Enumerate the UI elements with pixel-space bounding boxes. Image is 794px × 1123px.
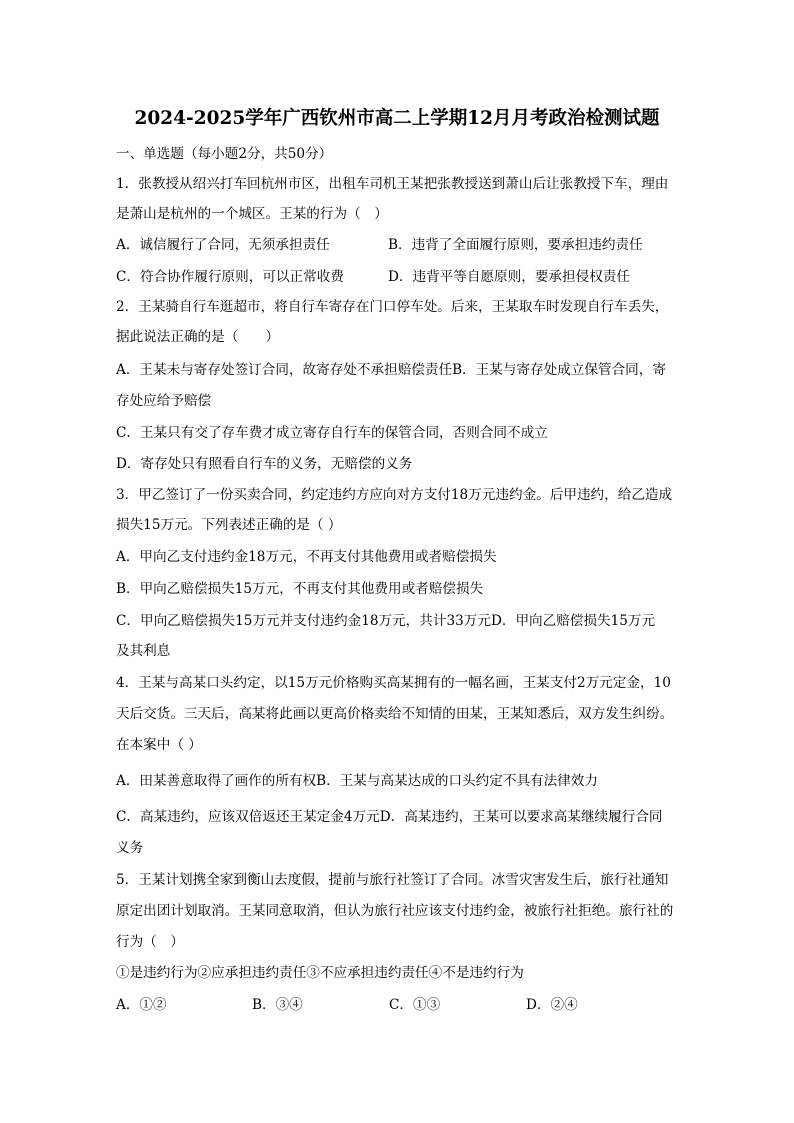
q2-stem-line2: 据此说法正确的是（ ） — [116, 329, 280, 345]
q5-statements: ①是违约行为②应承担违约责任③不应承担违约责任④不是违约行为 — [116, 965, 524, 981]
q2-stem-line1: 2．王某骑自行车逛超市，将自行车寄存在门口停车处。后来，王某取车时发现自行车丢失， — [116, 299, 669, 315]
q5-stem-line3: 行为（ ） — [116, 934, 184, 950]
q4-stem-line1: 4．王某与高某口头约定，以15万元价格购买高某拥有的一幅名画，王某支付2万元定金，10 — [116, 675, 671, 691]
section-heading: 一、单选题（每小题2分，共50分） — [116, 146, 333, 162]
q1-stem-line1: 1．张教授从绍兴打车回杭州市区，出租车司机王某把张教授送到萧山后让张教授下车，理由 — [116, 176, 669, 192]
q3-stem-line2: 损失15万元。下列表述正确的是（ ） — [116, 517, 342, 533]
q2-option-d: D．寄存处只有照看自行车的义务，无赔偿的义务 — [116, 456, 413, 472]
q3-option-d-cont: 及其利息 — [116, 643, 171, 659]
q2-option-c: C．王某只有交了存车费才成立寄存自行车的保管合同，否则合同不成立 — [116, 425, 548, 441]
q2-option-line3: A．王某未与寄存处签订合同，故寄存处不承担赔偿责任B．王某与寄存处成立保管合同，寄 — [116, 362, 666, 378]
q5-option-a: A．①② — [116, 997, 167, 1013]
q4-option-d-cont: 义务 — [116, 840, 144, 856]
q4-stem-line2: 天后交货。三天后，高某将此画以更高价格卖给不知情的田某，王某知悉后，双方发生纠纷。 — [116, 706, 674, 722]
q1-stem-line2: 是萧山是杭州的一个城区。王某的行为（ ） — [116, 206, 388, 222]
q4-option-ab: A．田某善意取得了画作的所有权B．王某与高某达成的口头约定不具有法律效力 — [116, 773, 598, 789]
q2-option-line4: 存处应给予赔偿 — [116, 393, 212, 409]
q3-option-b: B．甲向乙赔偿损失15万元，不再支付其他费用或者赔偿损失 — [116, 581, 484, 597]
q5-option-d: D．②④ — [526, 997, 578, 1013]
q5-option-c: C．①③ — [389, 997, 441, 1013]
q5-stem-line2: 原定出团计划取消。王某同意取消，但认为旅行社应该支付违约金，被旅行社拒绝。旅行社的 — [116, 903, 674, 919]
q1-option-b: B．违背了全面履行原则，要承担违约责任 — [388, 237, 643, 253]
q4-option-cd: C．高某违约，应该双倍返还王某定金4万元D．高某违约，王某可以要求高某继续履行合同 — [116, 809, 663, 825]
q1-option-d: D．违背平等自愿原则，要承担侵权责任 — [388, 269, 630, 285]
q3-option-a: A．甲向乙支付违约金18万元，不再支付其他费用或者赔偿损失 — [116, 549, 497, 565]
document-title: 2024-2025学年广西钦州市高二上学期12月月考政治检测试题 — [134, 108, 660, 129]
q3-option-cd: C．甲向乙赔偿损失15万元并支付违约金18万元，共计33万元D．甲向乙赔偿损失15万元 — [116, 613, 656, 629]
q1-option-a: A．诚信履行了合同，无须承担责任 — [116, 237, 330, 253]
q5-option-b: B．③④ — [252, 997, 303, 1013]
q3-stem-line1: 3．甲乙签订了一份买卖合同，约定违约方应向对方支付18万元违约金。后甲违约，给乙造成 — [116, 487, 673, 503]
q4-stem-line3: 在本案中（ ） — [116, 737, 202, 753]
q5-stem-line1: 5．王某计划携全家到衡山去度假，提前与旅行社签订了合同。冰雪灾害发生后，旅行社通知 — [116, 872, 669, 888]
q1-option-c: C．符合协作履行原则，可以正常收费 — [116, 269, 344, 285]
